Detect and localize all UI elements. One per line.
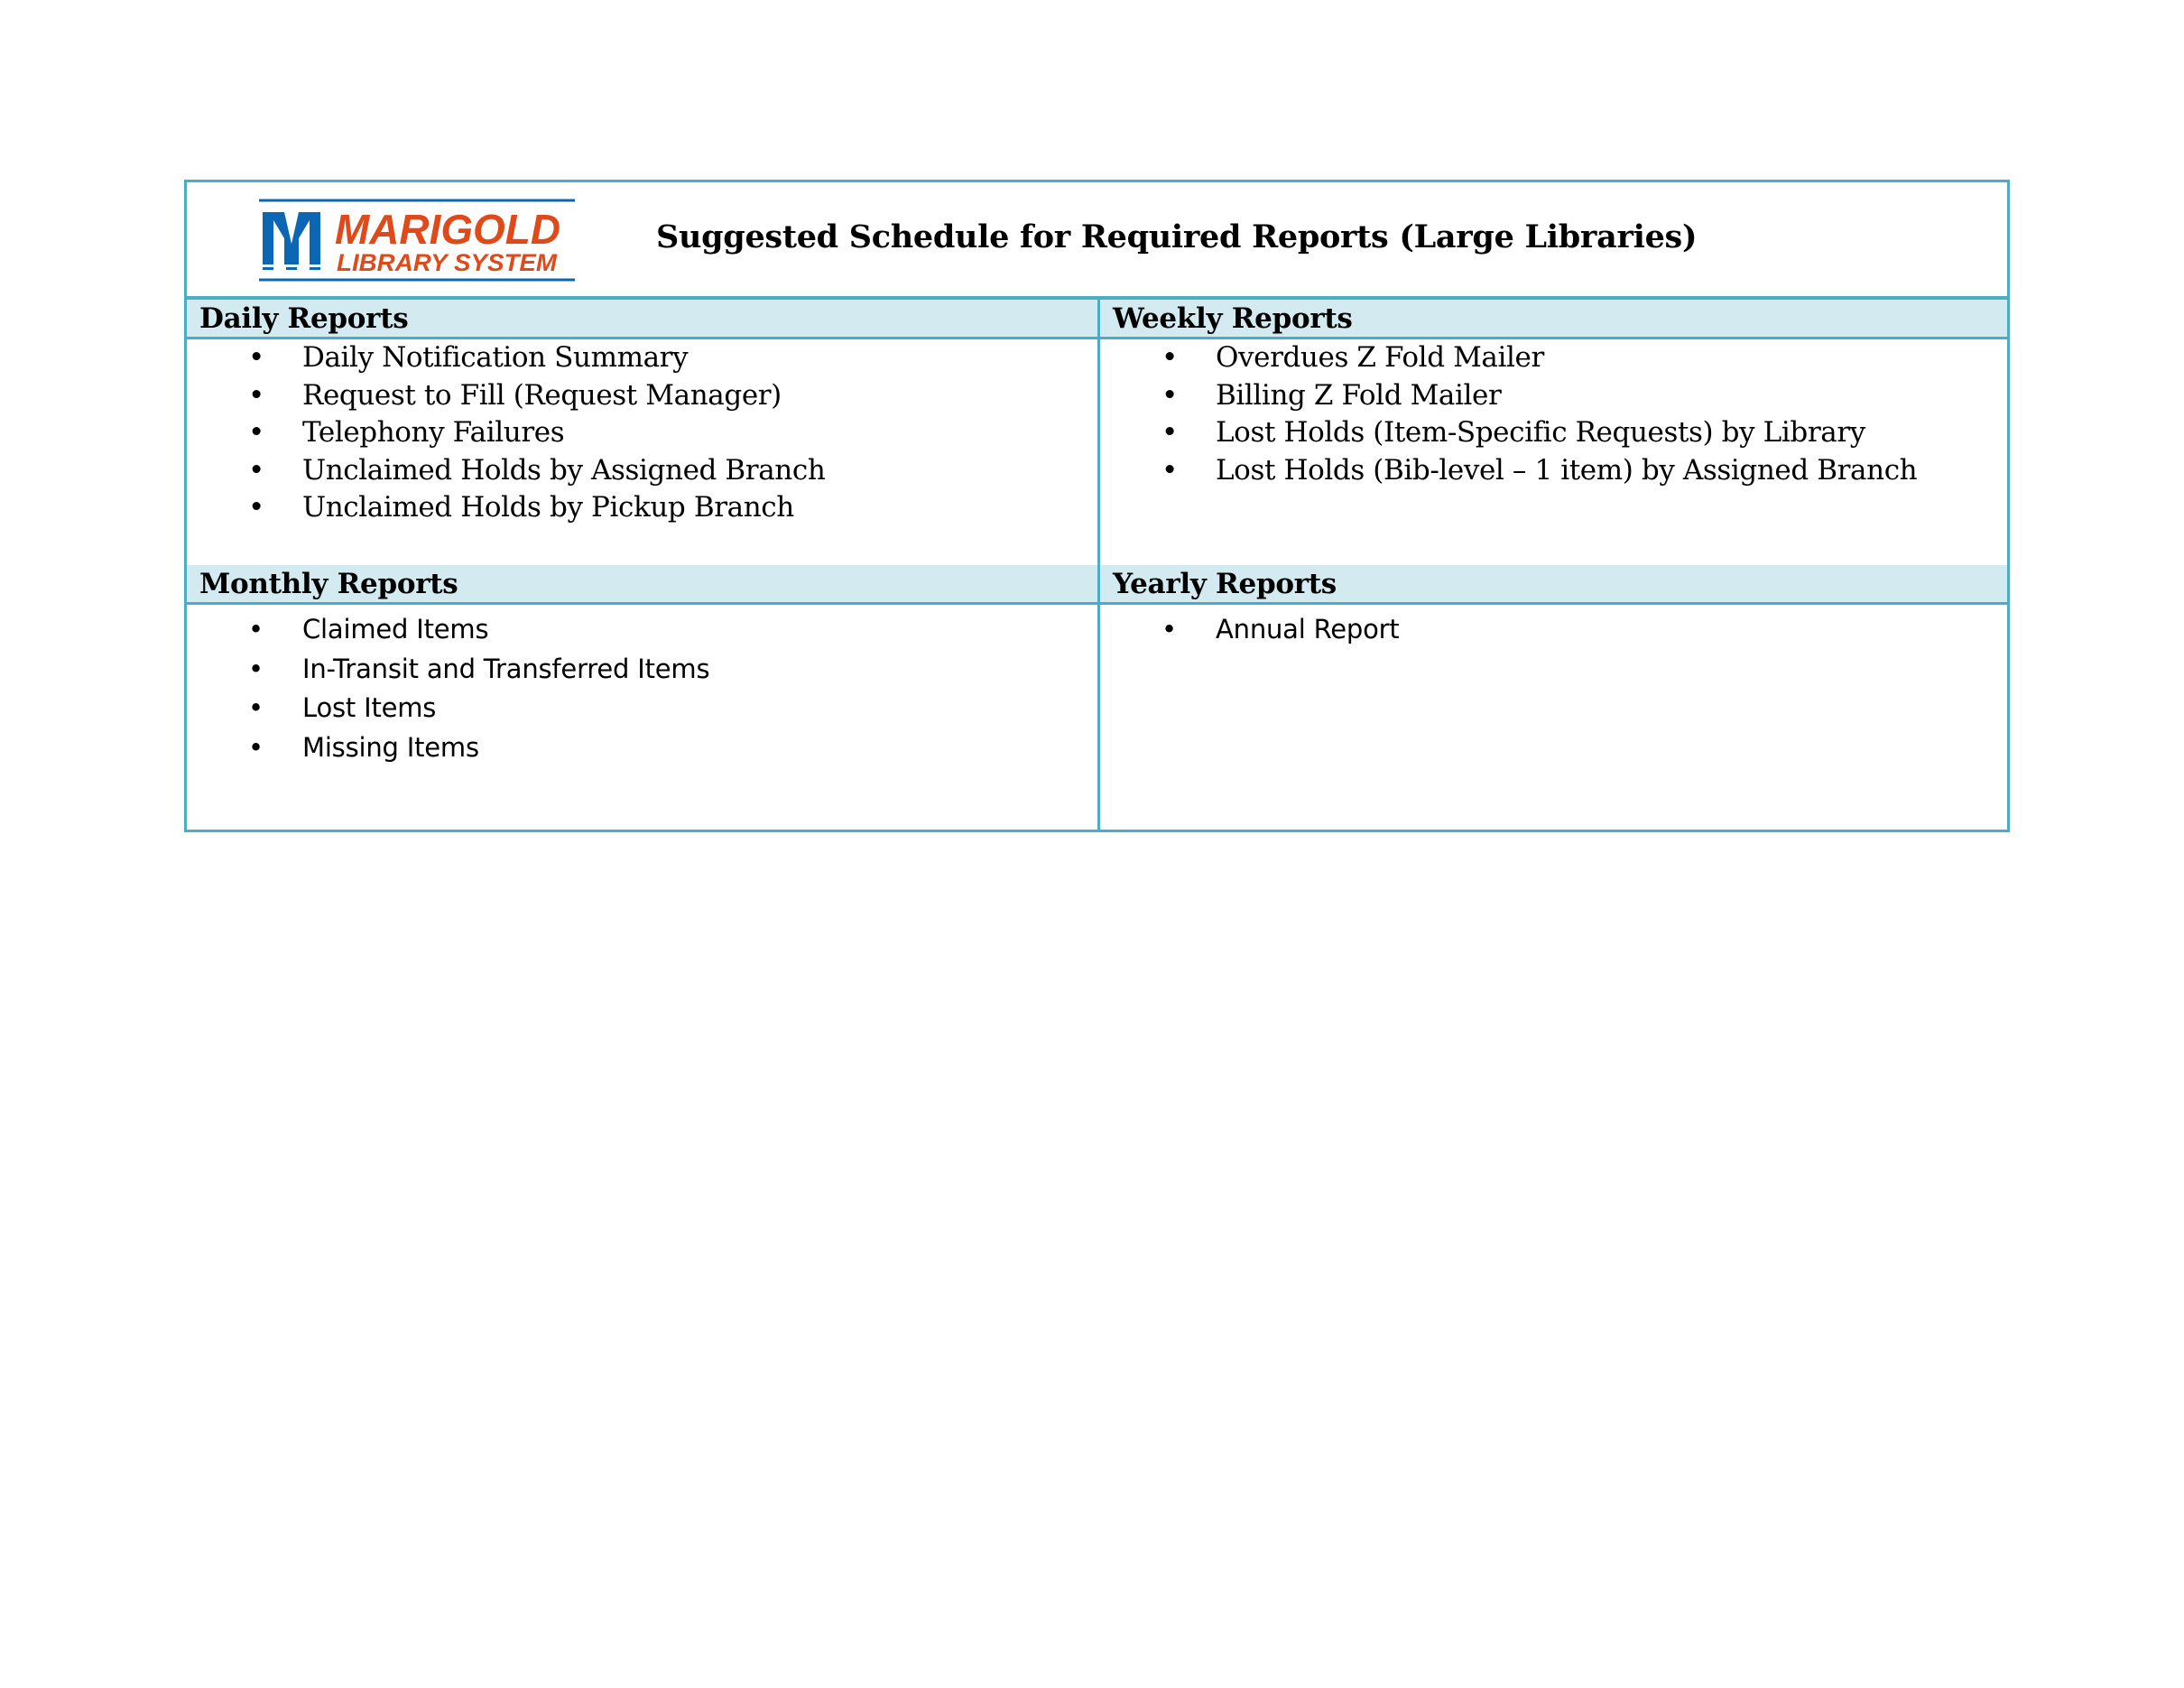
bullet-icon: • (248, 653, 264, 684)
bullet-icon: • (248, 453, 264, 487)
list-item: • Request to Fill (Request Manager) (187, 377, 1097, 415)
list-item: • Daily Notification Summary (187, 339, 1097, 377)
monthly-reports-list (187, 610, 1097, 767)
list-item: • Unclaimed Holds by Assigned Branch (187, 452, 1097, 490)
daily-reports-title: Daily Reports (199, 302, 409, 335)
bullet-icon: • (248, 614, 264, 645)
logo-line2: LIBRARY SYSTEM (337, 249, 558, 276)
yearly-reports-list (1100, 610, 2007, 650)
daily-reports-header (187, 300, 1097, 339)
weekly-reports-header (1100, 300, 2007, 339)
report-schedule-table (184, 180, 2010, 832)
yearly-reports-section (1100, 565, 2007, 830)
daily-reports-list (187, 339, 1097, 527)
bullet-icon: • (248, 692, 264, 723)
marigold-logo (259, 199, 575, 282)
bullet-icon: • (248, 731, 264, 763)
yearly-reports-header (1100, 565, 2007, 605)
list-item: • Lost Holds (Item-Specific Requests) by Library (1100, 414, 2007, 452)
list-item: • Billing Z Fold Mailer (1100, 377, 2007, 415)
bullet-icon: • (1161, 416, 1178, 449)
list-item: • Missing Items (187, 728, 1097, 768)
monthly-reports-section (187, 565, 1097, 830)
list-item: • Lost Items (187, 689, 1097, 728)
monthly-reports-header (187, 565, 1097, 605)
list-item: • Unclaimed Holds by Pickup Branch (187, 489, 1097, 527)
bullet-icon: • (1161, 614, 1177, 645)
table-header-row (187, 182, 2007, 300)
bullet-icon: • (248, 341, 264, 374)
list-item: • Telephony Failures (187, 414, 1097, 452)
bullet-icon: • (1161, 453, 1178, 487)
list-item: • Lost Holds (Bib-level – 1 item) by Assigned Branch (1100, 452, 2007, 490)
list-item: • Overdues Z Fold Mailer (1100, 339, 2007, 377)
logo-line1: MARIGOLD (335, 206, 560, 253)
bullet-icon: • (1161, 378, 1178, 412)
list-item: • Annual Report (1100, 610, 2007, 650)
daily-reports-section (187, 300, 1097, 565)
bullet-icon: • (248, 491, 264, 524)
weekly-reports-section (1100, 300, 2007, 565)
weekly-reports-title: Weekly Reports (1113, 302, 1353, 335)
monthly-reports-title: Monthly Reports (199, 568, 458, 600)
page-title: Suggested Schedule for Required Reports (Large Libraries) (656, 218, 1698, 255)
bullet-icon: • (248, 416, 264, 449)
bullet-icon: • (248, 378, 264, 412)
list-item: • In-Transit and Transferred Items (187, 650, 1097, 690)
bullet-icon: • (1161, 341, 1178, 374)
weekly-reports-list (1100, 339, 2007, 489)
list-item: • Claimed Items (187, 610, 1097, 650)
yearly-reports-title: Yearly Reports (1113, 568, 1337, 600)
